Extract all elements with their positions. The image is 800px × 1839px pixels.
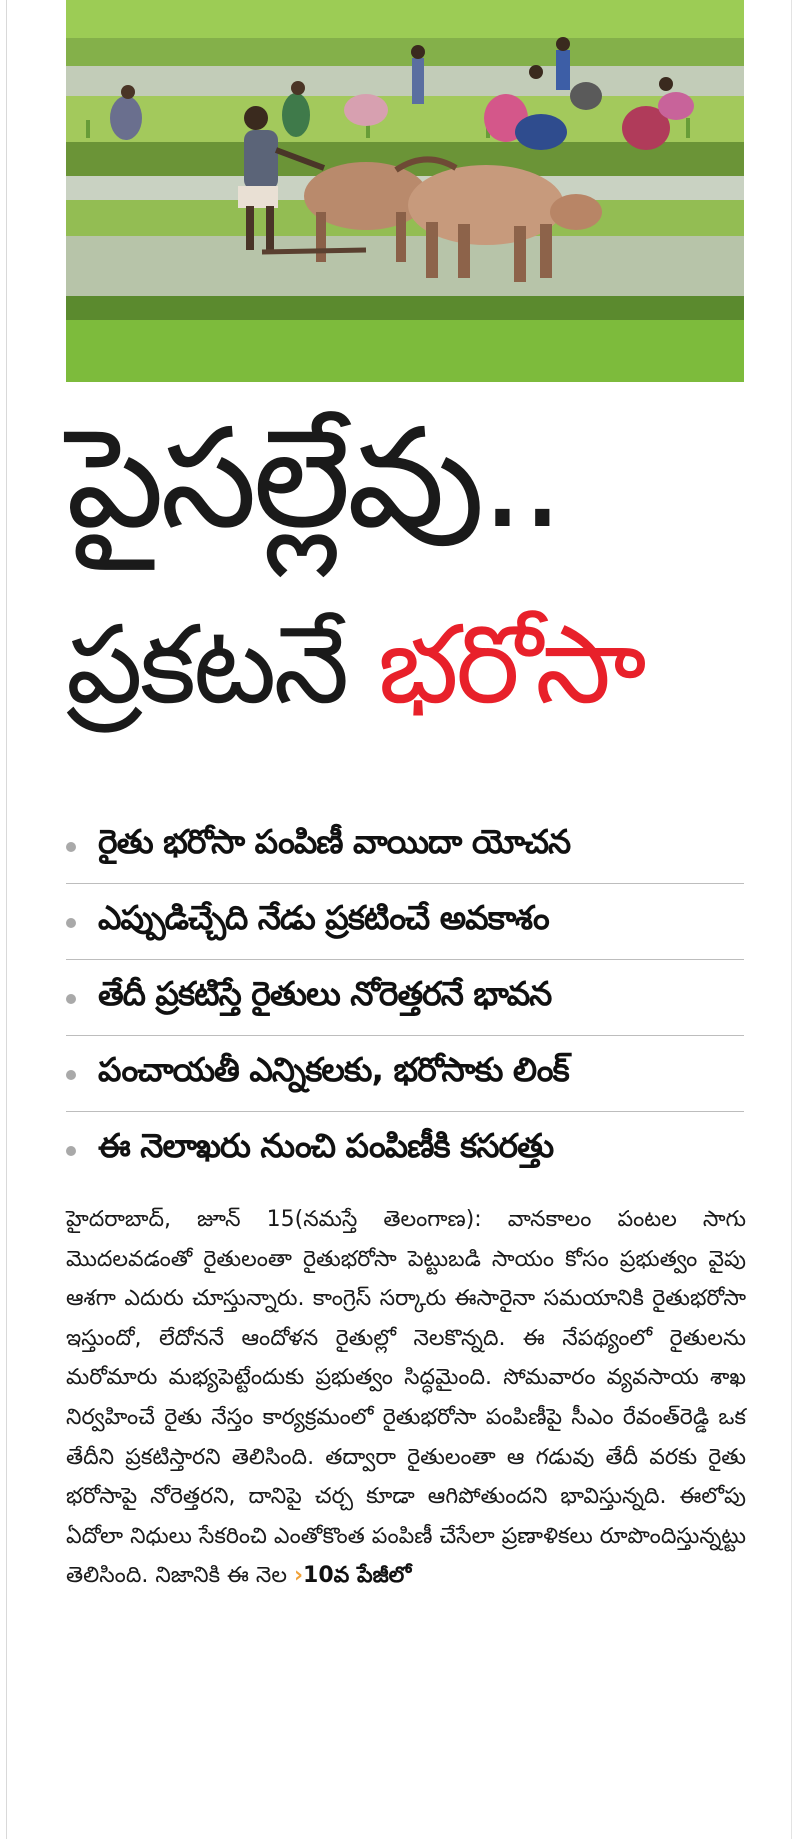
- photo-illustration: [66, 0, 744, 382]
- headline-line-2: [66, 603, 746, 728]
- list-item: [66, 808, 744, 884]
- bullet-text: తేదీ ప్రకటిస్తే రైతులు నోరెత్తరనే భావన: [98, 974, 552, 1013]
- article-body-text: హైదరాబాద్, జూన్ 15(నమస్తే తెలంగాణ): వానకాలం పంటల సాగు మొదలవడంతో రైతులంతా రైతుభరోసా పెట్టుబడి సాయం కోసం ప్రభుత్వం వైపు ఆశగా ఎదురు చూస్తున్నారు. కాంగ్రెస్ సర్కారు ఈసారైనా సమయానికి రైతుభరోసా ఇస్తుందో, లేదోననే ఆందోళన రైతుల్లో నెలకొన్నది. ఈ నేపథ్యంలో రైతులను మరోమారు మభ్యపెట్టేందుకు ప్రభుత్వం సిద్ధమైంది. సోమవారం వ్యవసాయ శాఖ నిర్వహించే రైతు నేస్తం కార్యక్రమంలో రైతుభరోసా పంపిణీపై సీఎం రేవంత్‌రెడ్డి ఒక తేదీని ప్రకటిస్తారని తెలిసింది. తద్వారా రైతులంతా ఆ గడువు తేదీ వరకు రైతు భరోసాపై నోరెత్తరని, దానిపై చర్చ కూడా ఆగిపోతుందని భావిస్తున్నది. ఈలోపు ఏదోలా నిధులు సేకరించి ఎంతోకొంత పంపిణీ చేసేలా ప్రణాళికలు రూపొందిస్తున్నట్టు తెలిసింది. నిజానికి ఈ నెల: [66, 1207, 746, 1589]
- bullet-dot-icon: [66, 1070, 76, 1080]
- article-body: [66, 1200, 746, 1596]
- list-item: [66, 1036, 744, 1112]
- continued-label: 10వ పేజీలో: [303, 1563, 412, 1589]
- headline-line-2-red: భరోసా: [377, 603, 644, 728]
- bullet-text: రైతు భరోసా పంపిణీ వాయిదా యోచన: [98, 822, 571, 861]
- list-item: [66, 960, 744, 1036]
- bullet-text: ఎప్పుడిచ్చేది నేడు ప్రకటించే అవకాశం: [98, 898, 549, 937]
- bullet-dot-icon: [66, 842, 76, 852]
- bullet-text: ఈ నెలాఖరు నుంచి పంపిణీకి కసరత్తు: [98, 1126, 554, 1165]
- list-item: [66, 884, 744, 960]
- continued-on-page[interactable]: [294, 1563, 411, 1588]
- paddy-field-photo: [66, 0, 744, 382]
- bullet-dot-icon: [66, 918, 76, 928]
- bullet-list: [66, 808, 744, 1188]
- bullet-dot-icon: [66, 994, 76, 1004]
- list-item: [66, 1112, 744, 1188]
- headline-line-2-dark: ప్రకటనే: [66, 603, 347, 728]
- bullet-dot-icon: [66, 1146, 76, 1156]
- bullet-text: పంచాయతీ ఎన్నికలకు, భరోసాకు లింక్: [98, 1050, 569, 1089]
- continue-arrow-icon: ›: [293, 1563, 304, 1589]
- headline-line-1: పైసల్లేవు..: [66, 398, 561, 559]
